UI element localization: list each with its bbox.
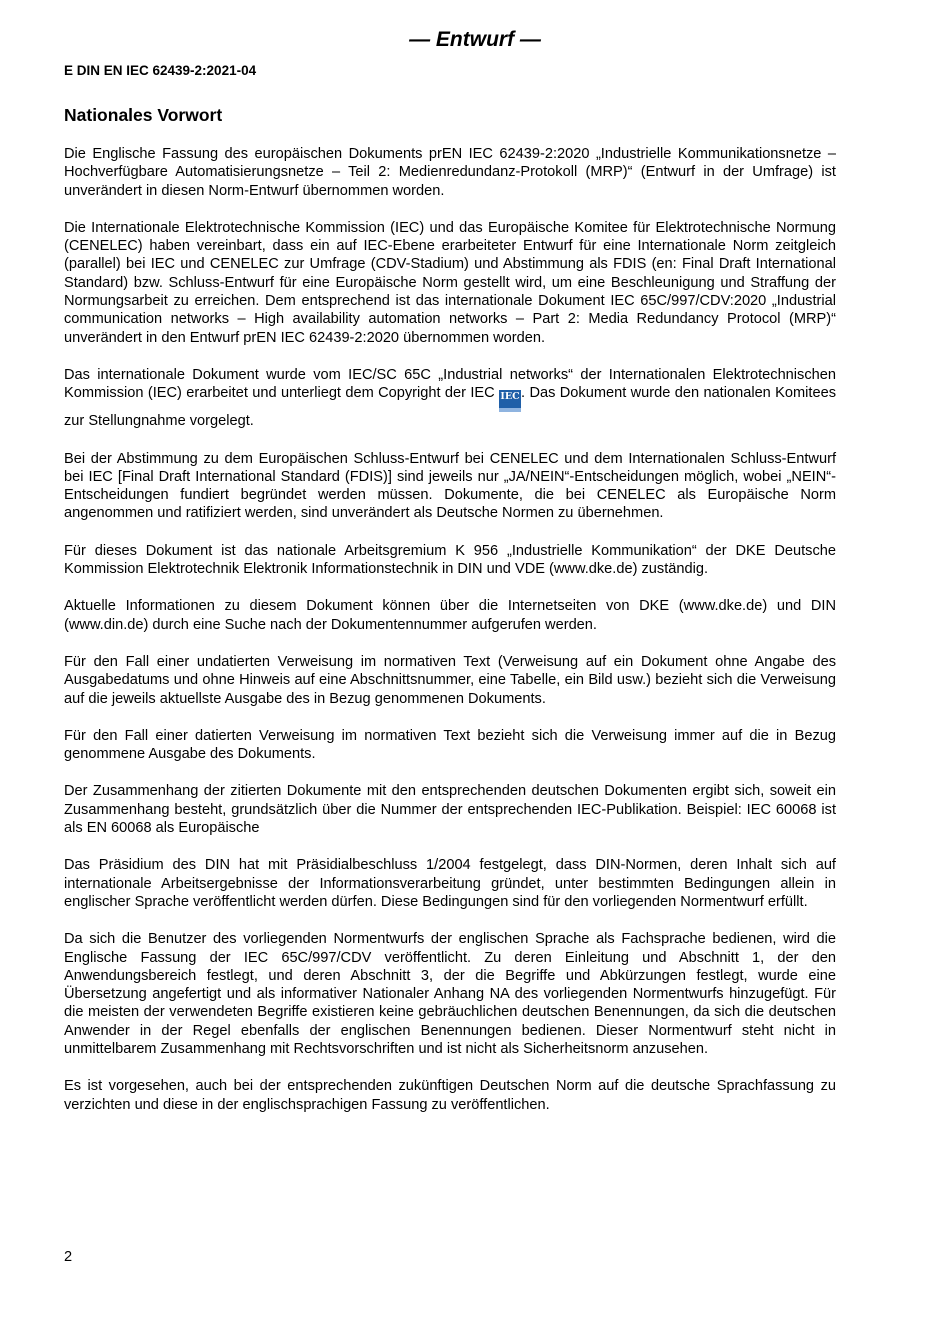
paragraph: Für den Fall einer datierten Verweisung im normativen Text bezieht sich die Verweisung immer auf die in Bezug genommene Ausgabe des Dokuments. xyxy=(64,727,836,763)
paragraph: Bei der Abstimmung zu dem Europäischen Schluss-Entwurf bei CENELEC und dem Internationalen Schluss-Entwurf bei IEC [Final Draft International Standard (FDIS)] sind jeweils nur „JA/NEIN“-Entscheidungen möglich, wobei „NEIN“-Entscheidungen fundiert begründet werden müssen. Dokumente, die bei CENELEC als Europäische Norm angenommen und ratifiziert werden, sind unverändert als Deutsche Normen zu übernehmen. xyxy=(64,450,836,522)
paragraph: Für dieses Dokument ist das nationale Arbeitsgremium K 956 „Industrielle Kommunikation“ der DKE Deutsche Kommission Elektrotechnik Elektronik Informationstechnik in DIN und VDE (www.dke.de) zuständig. xyxy=(64,542,836,578)
paragraph: Da sich die Benutzer des vorliegenden Normentwurfs der englischen Sprache als Fachsprache bedienen, wird die Englische Fassung der IEC 65C/997/CDV veröffentlicht. Zu deren Einleitung und Abschnitt 1, der den Anwendungsbereich festlegt, und deren Abschnitt 3, der die Begriffe und Abkürzungen festlegt, wurde eine Übersetzung angefertigt und als informativer Nationaler Anhang NA des vorliegenden Normentwurfs hinzugefügt. Für die meisten der verwendeten Begriffe existieren keine gebräuchlichen deutschen Benennungen, da sich die deutschen Anwender in der Regel ebenfalls der englischen Benennungen bedienen. Dieser Normentwurf steht nicht in unmittelbarem Zusammenhang mit Rechtsvorschriften und ist nicht als Sicherheitsnorm anzusehen. xyxy=(64,931,836,1057)
paragraph: Die Internationale Elektrotechnische Kommission (IEC) und das Europäische Komitee für Elektrotechnische Normung (CENELEC) haben vereinbart, dass ein auf IEC-Ebene erarbeiteter Entwurf für eine Internationale Norm zeitgleich (parallel) bei IEC und CENELEC zur Umfrage (CDV-Stadium) und Abstimmung als FDIS (en: Final Draft International Standard) bzw. Schluss-Entwurf für eine Europäische Norm gestellt wird, um eine Beschleunigung und Straffung der Normungsarbeit zu erreichen. Dem entsprechend ist das internationale Dokument IEC 65C/997/CDV:2020 „Industrial communication networks – High availability automation networks – Part 2: Media Redundancy Protocol (MRP)“ unverändert in den Entwurf prEN IEC 62439-2:2020 übernommen worden. xyxy=(64,219,836,346)
draft-mark: — Entwurf — xyxy=(409,28,541,51)
body-text xyxy=(64,145,836,1133)
paragraph-text: . Das Dokument wurde den nationalen Komitees zur Stellungnahme vorgelegt. xyxy=(64,385,836,430)
paragraph: Aktuelle Informationen zu diesem Dokument können über die Internetseiten von DKE (www.dke.de) und DIN (www.din.de) durch eine Suche nach der Dokumentennummer aufgerufen werden. xyxy=(64,598,836,633)
paragraph: Der Zusammenhang der zitierten Dokumente mit den entsprechenden deutschen Dokumenten ergibt sich, soweit ein Zusammenhang besteht, grundsätzlich über die Nummer der entsprechenden IEC-Publikation. Beispiel: IEC 60068 ist als EN 60068 als Europäische xyxy=(64,783,836,837)
paragraph: Die Englische Fassung des europäischen Dokuments prEN IEC 62439-2:2020 „Industrielle Kommunikationsnetze – Hochverfügbare Automatisierungsnetze – Teil 2: Medienredundanz-Protokoll (MRP)“ (Entwurf in der Umfrage) ist unverändert in diesen Norm-Entwurf übernommen worden. xyxy=(64,146,836,199)
iec-logo-icon: IEC xyxy=(499,390,521,412)
paragraph xyxy=(64,366,836,431)
document-id: E DIN EN IEC 62439-2:2021-04 xyxy=(64,63,257,78)
page-number: 2 xyxy=(64,1249,73,1265)
paragraph: Das Präsidium des DIN hat mit Präsidialbeschluss 1/2004 festgelegt, dass DIN-Normen, deren Inhalt sich auf internationale Arbeitsergebnisse der Informationsverarbeitung gründet, unter bestimmten Bedingungen allein in englischer Sprache veröffentlicht werden dürfen. Diese Bedingungen sind für den vorliegenden Normentwurf erfüllt. xyxy=(64,857,836,910)
paragraph: Für den Fall einer undatierten Verweisung im normativen Text (Verweisung auf ein Dokument ohne Angabe des Ausgabedatums und ohne Hinweis auf eine Abschnittsnummer, eine Tabelle, ein Bild usw.) bezieht sich die Verweisung auf die jeweils aktuellste Ausgabe des in Bezug genommenen Dokuments. xyxy=(64,653,836,707)
section-title: Nationales Vorwort xyxy=(64,105,223,125)
paragraph: Es ist vorgesehen, auch bei der entsprechenden zukünftigen Deutschen Norm auf die deutsche Sprachfassung zu verzichten und diese in der englischsprachigen Fassung zu veröffentlichen. xyxy=(64,1078,836,1113)
paragraph-text: Das internationale Dokument wurde vom IEC/SC 65C „Industrial networks“ der Internationalen Elektrotechnischen Kommission (IEC) erarbeitet und unterliegt dem Copyright der IEC xyxy=(64,366,836,402)
